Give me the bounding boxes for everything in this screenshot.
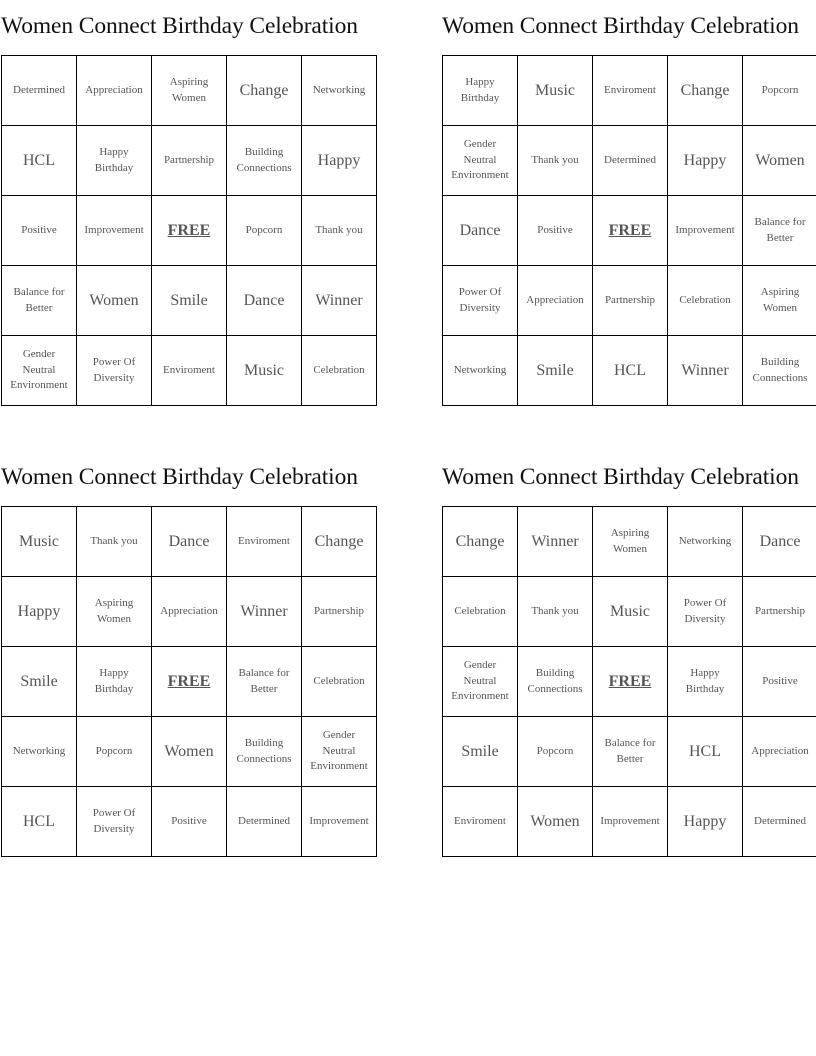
bingo-cell: Happy Birthday: [77, 647, 152, 717]
bingo-grid: [1, 506, 377, 857]
bingo-cell: Celebration: [302, 647, 377, 717]
bingo-cell: Appreciation: [77, 56, 152, 126]
bingo-cell: Power Of Diversity: [77, 336, 152, 406]
bingo-cell: Celebration: [443, 577, 518, 647]
bingo-cell: Dance: [443, 196, 518, 266]
free-space-cell: FREE: [152, 196, 227, 266]
bingo-cell: Improvement: [593, 787, 668, 857]
bingo-cell: Improvement: [302, 787, 377, 857]
bingo-cell: Enviroment: [227, 507, 302, 577]
bingo-cell: Smile: [518, 336, 593, 406]
bingo-cell: Women: [518, 787, 593, 857]
bingo-cell: Balance for Better: [593, 717, 668, 787]
bingo-cell: Determined: [743, 787, 816, 857]
bingo-cell: Women: [152, 717, 227, 787]
bingo-cell: Positive: [743, 647, 816, 717]
bingo-cell: Power Of Diversity: [668, 577, 743, 647]
card-title: Women Connect Birthday Celebration: [442, 13, 799, 39]
bingo-cell: Dance: [152, 507, 227, 577]
bingo-cell: Positive: [518, 196, 593, 266]
bingo-grid: [1, 55, 377, 406]
bingo-cell: Enviroment: [152, 336, 227, 406]
bingo-cell: Partnership: [593, 266, 668, 336]
bingo-cell: Aspiring Women: [743, 266, 816, 336]
bingo-cell: Popcorn: [743, 56, 816, 126]
bingo-cell: Appreciation: [743, 717, 816, 787]
bingo-cell: Thank you: [302, 196, 377, 266]
bingo-cell: Balance for Better: [2, 266, 77, 336]
bingo-cell: Appreciation: [152, 577, 227, 647]
bingo-card-2: [442, 0, 816, 406]
bingo-cell: Music: [593, 577, 668, 647]
bingo-cell: Gender Neutral Environment: [302, 717, 377, 787]
bingo-cell: Aspiring Women: [593, 507, 668, 577]
bingo-cell: Popcorn: [227, 196, 302, 266]
bingo-cell: Popcorn: [518, 717, 593, 787]
bingo-cell: Smile: [2, 647, 77, 717]
bingo-cell: Winner: [668, 336, 743, 406]
bingo-card-3: [1, 451, 376, 857]
bingo-cell: Happy Birthday: [443, 56, 518, 126]
bingo-cell: Partnership: [302, 577, 377, 647]
bingo-cell: Music: [518, 56, 593, 126]
bingo-cell: Music: [2, 507, 77, 577]
bingo-cell: Thank you: [518, 126, 593, 196]
bingo-cell: Power Of Diversity: [443, 266, 518, 336]
bingo-cell: Happy: [2, 577, 77, 647]
bingo-cell: Positive: [2, 196, 77, 266]
bingo-grid: [442, 506, 816, 857]
bingo-cell: Winner: [518, 507, 593, 577]
bingo-cell: Winner: [227, 577, 302, 647]
bingo-cell: Aspiring Women: [77, 577, 152, 647]
bingo-cell: Enviroment: [593, 56, 668, 126]
bingo-cell: Change: [302, 507, 377, 577]
bingo-cell: HCL: [2, 787, 77, 857]
free-space-cell: FREE: [152, 647, 227, 717]
bingo-cell: Celebration: [302, 336, 377, 406]
bingo-cell: Smile: [443, 717, 518, 787]
bingo-cell: Building Connections: [227, 126, 302, 196]
bingo-cell: Change: [668, 56, 743, 126]
bingo-cell: Happy: [302, 126, 377, 196]
bingo-cell: Networking: [302, 56, 377, 126]
bingo-cell: Women: [77, 266, 152, 336]
bingo-cell: Happy: [668, 126, 743, 196]
bingo-cell: Improvement: [77, 196, 152, 266]
bingo-grid: [442, 55, 816, 406]
free-space-cell: FREE: [593, 647, 668, 717]
bingo-cell: Happy: [668, 787, 743, 857]
bingo-cell: Partnership: [743, 577, 816, 647]
bingo-cell: Enviroment: [443, 787, 518, 857]
bingo-cell: HCL: [2, 126, 77, 196]
bingo-cell: Smile: [152, 266, 227, 336]
bingo-cell: Thank you: [77, 507, 152, 577]
bingo-cell: Winner: [302, 266, 377, 336]
card-title: Women Connect Birthday Celebration: [1, 464, 358, 490]
bingo-cell: Dance: [227, 266, 302, 336]
bingo-cell: Happy Birthday: [668, 647, 743, 717]
bingo-cell: Popcorn: [77, 717, 152, 787]
bingo-cell: Determined: [2, 56, 77, 126]
bingo-cell: Building Connections: [518, 647, 593, 717]
bingo-cell: Building Connections: [227, 717, 302, 787]
bingo-cell: Women: [743, 126, 816, 196]
bingo-cell: Thank you: [518, 577, 593, 647]
bingo-cell: Balance for Better: [743, 196, 816, 266]
bingo-cell: Gender Neutral Environment: [2, 336, 77, 406]
bingo-cell: Celebration: [668, 266, 743, 336]
bingo-cell: Change: [443, 507, 518, 577]
bingo-cell: Gender Neutral Environment: [443, 647, 518, 717]
bingo-cell: Building Connections: [743, 336, 816, 406]
bingo-cell: HCL: [668, 717, 743, 787]
card-title: Women Connect Birthday Celebration: [442, 464, 799, 490]
bingo-cell: Gender Neutral Environment: [443, 126, 518, 196]
bingo-card-1: [1, 0, 376, 406]
bingo-cell: Happy Birthday: [77, 126, 152, 196]
bingo-cell: Power Of Diversity: [77, 787, 152, 857]
bingo-cell: HCL: [593, 336, 668, 406]
bingo-cell: Music: [227, 336, 302, 406]
bingo-cell: Dance: [743, 507, 816, 577]
card-title: Women Connect Birthday Celebration: [1, 13, 358, 39]
bingo-cell: Partnership: [152, 126, 227, 196]
bingo-cell: Networking: [443, 336, 518, 406]
bingo-cell: Networking: [2, 717, 77, 787]
bingo-cell: Appreciation: [518, 266, 593, 336]
bingo-cell: Determined: [227, 787, 302, 857]
bingo-cell: Improvement: [668, 196, 743, 266]
bingo-cell: Networking: [668, 507, 743, 577]
bingo-card-4: [442, 451, 816, 857]
bingo-cell: Aspiring Women: [152, 56, 227, 126]
bingo-cell: Determined: [593, 126, 668, 196]
bingo-cell: Change: [227, 56, 302, 126]
free-space-cell: FREE: [593, 196, 668, 266]
bingo-cell: Positive: [152, 787, 227, 857]
bingo-cell: Balance for Better: [227, 647, 302, 717]
